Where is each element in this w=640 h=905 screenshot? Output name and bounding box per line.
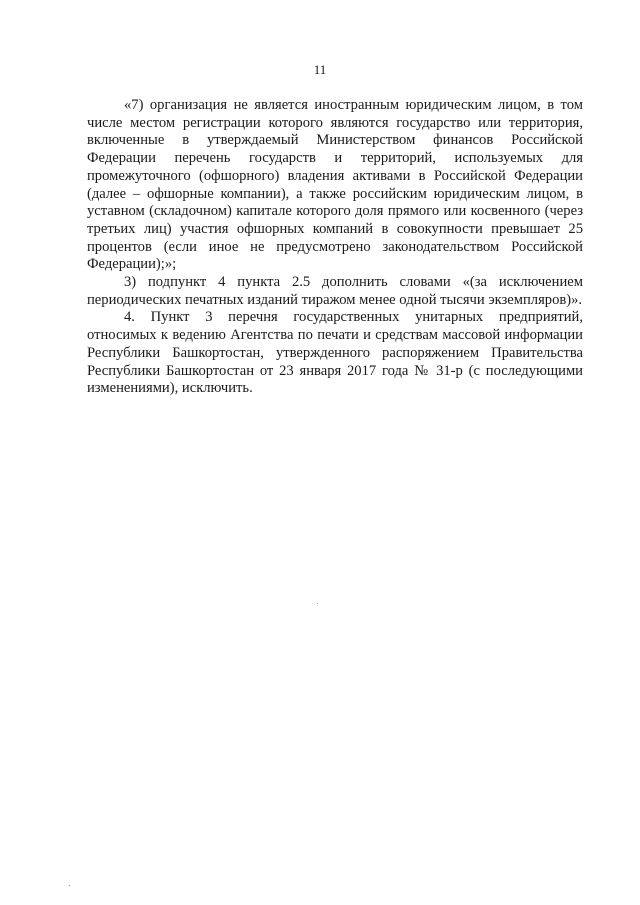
document-body xyxy=(87,97,583,398)
page-number: 11 xyxy=(313,62,327,77)
paragraph-item-7-offshore: «7) организация не является иностранным юридическим лицом, в том числе местом регистрации которого являются государство или территория, включенные в утверждаемый Министерством финансов Российской Федерации перечень государств и территорий, используемых для промежуточного (офшорного) владения активами в Российской Федерации (далее – офшорные компании), а также российским юридическим лицом, в уставном (складочном) капитале которого доля прямого или косвенного (через третьих лиц) участия офшорных компаний в совокупности превышает 25 процентов (если иное не предусмотрено законодательством Российской Федерации);»; xyxy=(87,97,583,273)
paragraph-point-4-exclusion: 4. Пункт 3 перечня государственных унитарных предприятий, относимых к ведению Агентства по печати и средствам массовой информации Республики Башкортостан, утвержденного распоряжением Правительства Республики Башкортостан от 23 января 2017 года № 31-р (с последующими изменениями), исключить. xyxy=(87,309,583,397)
scan-speck xyxy=(317,603,318,604)
scan-speck xyxy=(69,885,70,886)
paragraph-subitem-3-amendment: 3) подпункт 4 пункта 2.5 дополнить словами «(за исключением периодических печатных изданий тиражом менее одной тысячи экземпляров)». xyxy=(87,274,583,308)
